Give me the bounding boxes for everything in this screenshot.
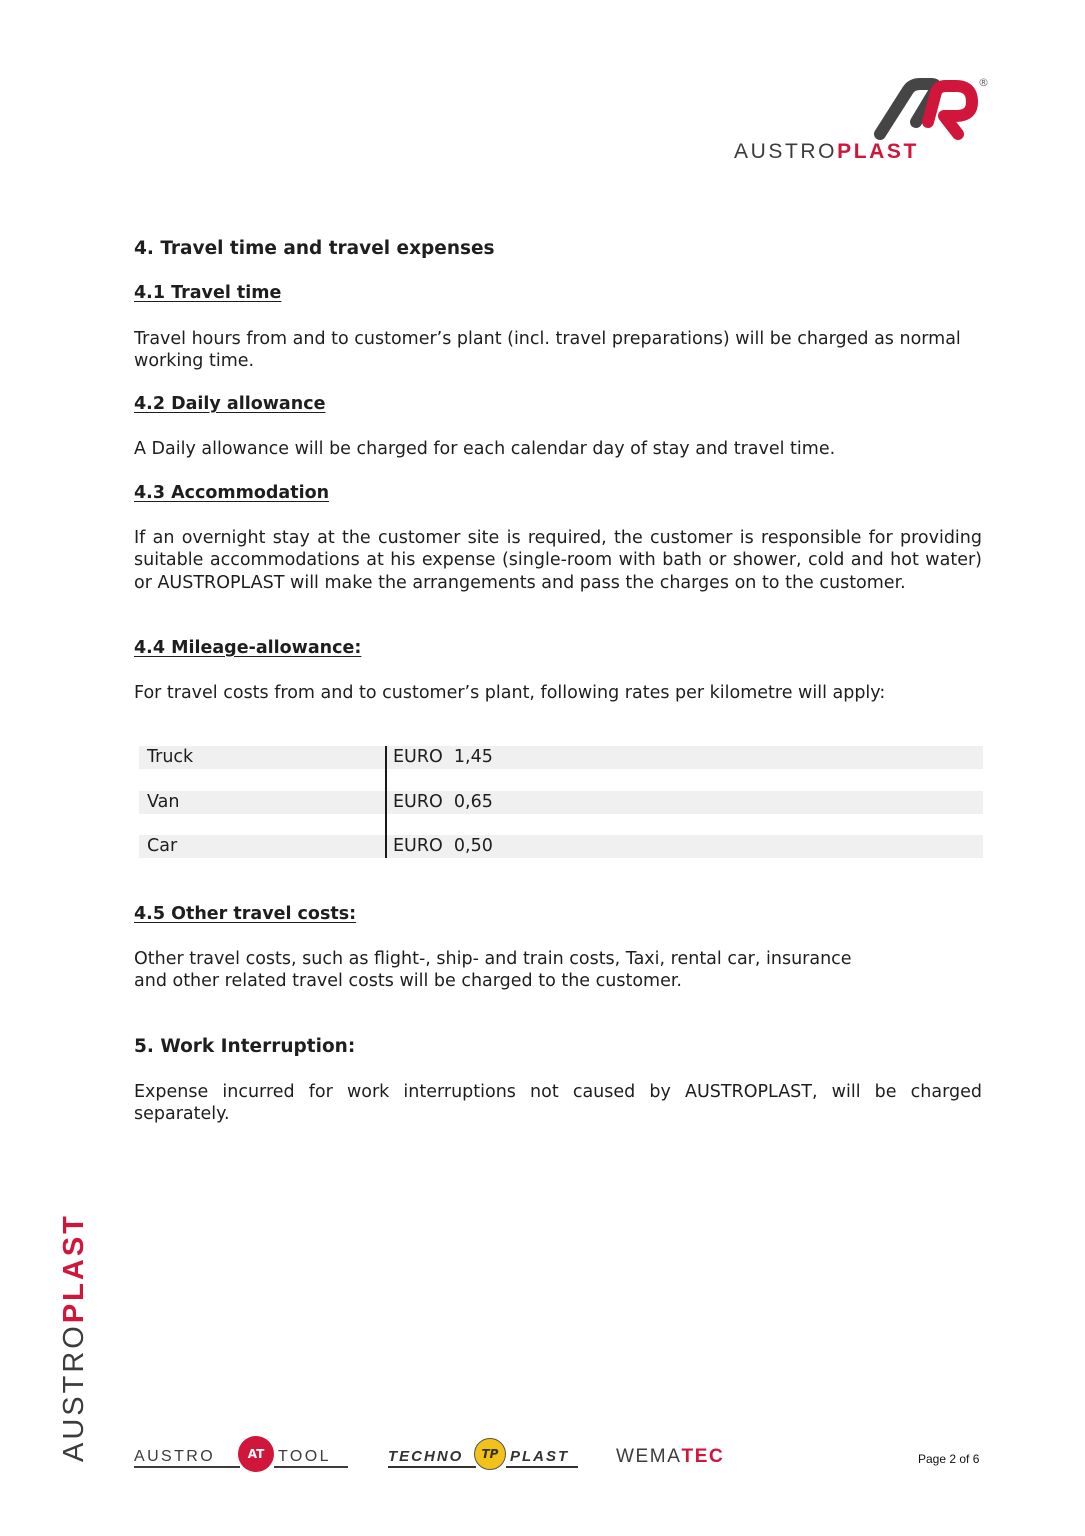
section-4-4-heading: 4.4 Mileage-allowance: [134, 638, 362, 658]
divider [274, 1466, 348, 1468]
austrotool-badge-icon: AT [238, 1436, 274, 1472]
divider [134, 1466, 240, 1468]
section-5-heading: 5. Work Interruption: [134, 1036, 356, 1057]
table-row [139, 746, 983, 769]
austrotool-logo: AUSTRO AT TOOL [134, 1434, 352, 1480]
vehicle-label: Car [147, 836, 178, 856]
rate-value: EURO 1,45 [393, 747, 493, 767]
vehicle-label: Van [147, 792, 180, 812]
footer-logos [134, 1434, 994, 1480]
section-5-text: Expense incurred for work interruptions not caused by AUSTROPLAST, will be charged separately. [134, 1082, 982, 1125]
section-4-1-heading: 4.1 Travel time [134, 283, 282, 303]
technoplast-badge-icon: TP [474, 1438, 506, 1470]
section-4-1-text: Travel hours from and to customer’s plant (incl. travel preparations) will be charged as normal working time. [134, 329, 961, 372]
section-4-2-heading: 4.2 Daily allowance [134, 394, 326, 414]
section-4-5-heading: 4.5 Other travel costs: [134, 904, 357, 924]
divider [388, 1466, 476, 1468]
austroplast-logo [728, 74, 992, 170]
austroplast-emblem-icon [874, 78, 982, 142]
section-4-2-text: A Daily allowance will be charged for each calendar day of stay and travel time. [134, 439, 836, 459]
divider [506, 1466, 578, 1468]
section-4-heading: 4. Travel time and travel expenses [134, 238, 495, 259]
table-row [139, 835, 983, 858]
technoplast-logo: TECHNO TP PLAST [388, 1434, 580, 1480]
page-number: Page 2 of 6 [918, 1452, 980, 1466]
rate-value: EURO 0,50 [393, 836, 493, 856]
brand-wordmark: AUSTROPLAST [734, 140, 919, 163]
registered-mark: ® [978, 76, 989, 89]
column-divider [385, 746, 387, 858]
wematec-logo: WEMATEC [616, 1446, 725, 1467]
section-4-4-text: For travel costs from and to customer’s plant, following rates per kilometre will apply: [134, 683, 886, 703]
rate-value: EURO 0,65 [393, 792, 493, 812]
vehicle-label: Truck [147, 747, 194, 767]
table-row [139, 791, 983, 814]
section-4-3-text: If an overnight stay at the customer site is required, the customer is responsible for providing suitable accommodations at his expense (single-room with bath or shower, cold and hot water) or AUSTROPLAST will make the arrangements and pass the charges on to the customer. [134, 528, 982, 593]
side-brand-wordmark: AUSTROPLAST [58, 1213, 90, 1462]
section-4-3-heading: 4.3 Accommodation [134, 483, 330, 503]
section-4-5-text: Other travel costs, such as flight-, ship- and train costs, Taxi, rental car, insurance and other related travel costs will be charged to the customer. [134, 949, 852, 992]
